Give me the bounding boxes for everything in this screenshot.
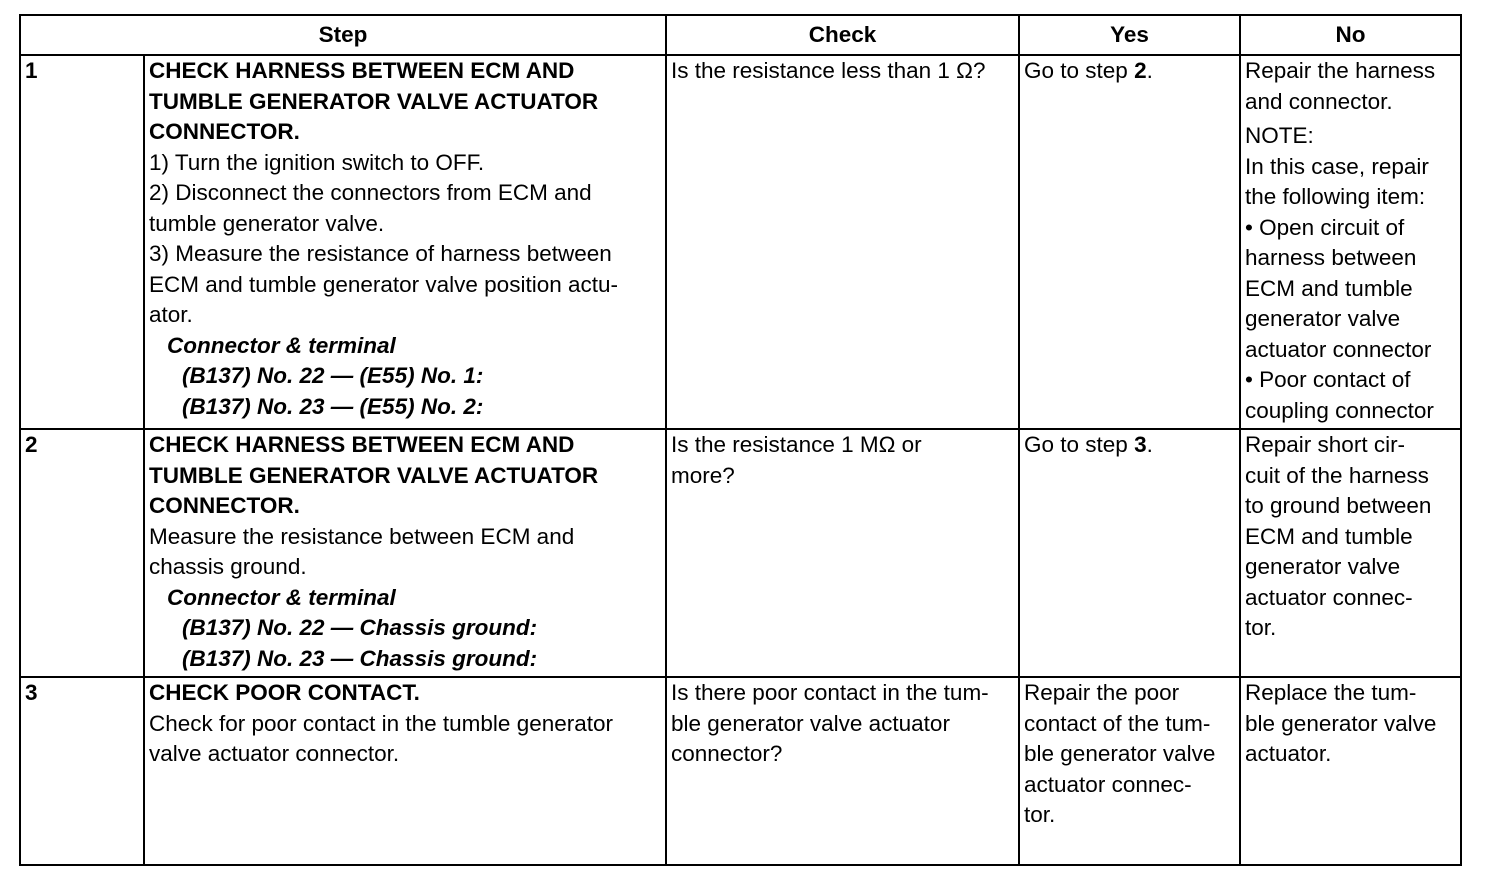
step-description xyxy=(144,677,666,865)
no-line: Replace the tum- xyxy=(1245,680,1417,705)
bullet-line: • Open circuit of xyxy=(1245,214,1405,240)
yes-text-end: . xyxy=(1146,58,1153,83)
step-description xyxy=(144,55,666,429)
spec-title: Connector & terminal xyxy=(167,332,396,358)
bullet-line: ECM and tumble xyxy=(1245,275,1413,301)
bullet-line: coupling connector xyxy=(1245,397,1434,423)
step-description xyxy=(144,429,666,677)
check-cell xyxy=(666,429,1019,677)
bullet-line: actuator connector xyxy=(1245,336,1432,362)
bullet-line: • Poor contact of xyxy=(1245,367,1411,392)
yes-cell xyxy=(1019,55,1240,429)
yes-line: Repair the poor xyxy=(1024,680,1180,705)
spec-title: Connector & terminal xyxy=(167,584,396,610)
yes-cell xyxy=(1019,677,1240,865)
step-line: 2) Disconnect the connectors from ECM and xyxy=(149,180,592,205)
header-step: Step xyxy=(20,15,666,55)
no-line: Repair the harness xyxy=(1245,58,1436,83)
no-line: generator valve xyxy=(1245,554,1401,579)
step-line: tumble generator valve. xyxy=(149,210,385,236)
yes-step-ref: 2 xyxy=(1134,58,1147,83)
step-number: 2 xyxy=(20,429,144,677)
diagnostic-table xyxy=(19,14,1462,866)
step-line: 1) Turn the ignition switch to OFF. xyxy=(149,149,485,175)
header-no: No xyxy=(1240,15,1461,55)
spec-line: (B137) No. 23 — (E55) No. 2: xyxy=(182,393,484,419)
note-line: the following item: xyxy=(1245,184,1426,209)
no-line: ECM and tumble xyxy=(1245,523,1413,549)
no-line: and connector. xyxy=(1245,88,1393,114)
step-line: Measure the resistance between ECM and xyxy=(149,523,575,549)
step-title-line: CHECK HARNESS BETWEEN ECM AND xyxy=(149,58,575,83)
no-line: ble generator valve xyxy=(1245,710,1437,736)
spec-line: (B137) No. 23 — Chassis ground: xyxy=(182,645,538,671)
step-line: chassis ground. xyxy=(149,554,307,579)
table-row xyxy=(20,429,1461,677)
check-line: Is the resistance 1 MΩ or xyxy=(671,432,922,457)
no-line: actuator. xyxy=(1245,741,1332,766)
yes-line: contact of the tum- xyxy=(1024,710,1211,736)
step-number: 1 xyxy=(20,55,144,429)
check-line: Is there poor contact in the tum- xyxy=(671,680,989,705)
note-label: NOTE: xyxy=(1245,123,1314,148)
no-line: tor. xyxy=(1245,615,1277,640)
no-cell xyxy=(1240,677,1461,865)
step-line: ECM and tumble generator valve position actu- xyxy=(149,271,618,297)
step-title-line: TUMBLE GENERATOR VALVE ACTUATOR xyxy=(149,462,599,488)
table-row xyxy=(20,677,1461,865)
no-line: cuit of the harness xyxy=(1245,462,1429,488)
check-line: ble generator valve actuator xyxy=(671,710,950,736)
no-line: to ground between xyxy=(1245,493,1432,518)
yes-text: Go to step xyxy=(1024,58,1135,83)
yes-line: ble generator valve xyxy=(1024,741,1216,766)
yes-line: tor. xyxy=(1024,802,1056,827)
yes-line: actuator connec- xyxy=(1024,771,1192,797)
note-line: In this case, repair xyxy=(1245,153,1429,179)
check-cell xyxy=(666,677,1019,865)
no-cell xyxy=(1240,429,1461,677)
check-text: Is the resistance less than 1 Ω? xyxy=(671,58,986,83)
header-row xyxy=(20,15,1461,55)
yes-cell xyxy=(1019,429,1240,677)
check-cell xyxy=(666,55,1019,429)
check-line: connector? xyxy=(671,741,783,766)
step-line: Check for poor contact in the tumble generator xyxy=(149,710,614,736)
spec-line: (B137) No. 22 — (E55) No. 1: xyxy=(182,363,484,388)
step-line: 3) Measure the resistance of harness between xyxy=(149,241,612,266)
spec-line: (B137) No. 22 — Chassis ground: xyxy=(182,615,538,640)
header-check: Check xyxy=(666,15,1019,55)
yes-text-end: . xyxy=(1146,432,1153,457)
step-number: 3 xyxy=(20,677,144,865)
step-title-line: CHECK HARNESS BETWEEN ECM AND xyxy=(149,432,575,457)
step-title-line: CONNECTOR. xyxy=(149,493,300,518)
step-line: valve actuator connector. xyxy=(149,741,400,766)
no-line: Repair short cir- xyxy=(1245,432,1406,457)
table-row xyxy=(20,55,1461,429)
check-line: more? xyxy=(671,462,735,488)
no-cell xyxy=(1240,55,1461,429)
yes-step-ref: 3 xyxy=(1134,432,1147,457)
yes-text: Go to step xyxy=(1024,432,1135,457)
step-line: ator. xyxy=(149,302,193,327)
bullet-line: generator valve xyxy=(1245,306,1401,331)
step-title-line: TUMBLE GENERATOR VALVE ACTUATOR xyxy=(149,88,599,114)
bullet-line: harness between xyxy=(1245,245,1417,270)
no-line: actuator connec- xyxy=(1245,584,1413,610)
header-yes: Yes xyxy=(1019,15,1240,55)
step-title-line: CONNECTOR. xyxy=(149,119,300,144)
step-title-line: CHECK POOR CONTACT. xyxy=(149,680,420,705)
